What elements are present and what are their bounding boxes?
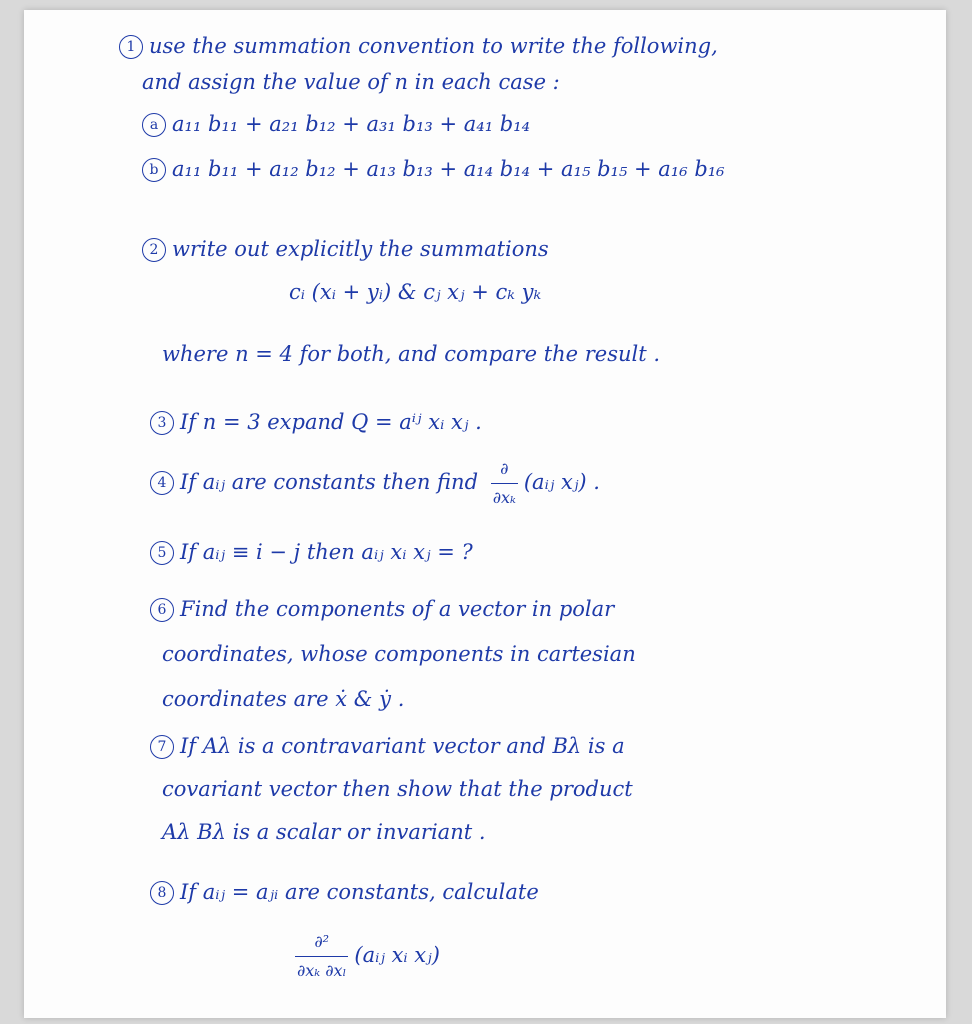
- q1a-label: a: [142, 113, 166, 137]
- q7-line2: covariant vector then show that the product: [162, 777, 633, 801]
- q2-line3: where n = 4 for both, and compare the result .: [162, 342, 661, 366]
- q6-number: 6: [150, 598, 174, 622]
- q1a-line: a a₁₁ b₁₁ + a₂₁ b₁₂ + a₃₁ b₁₃ + a₄₁ b₁₄: [142, 110, 530, 138]
- paper-sheet: [24, 10, 946, 1018]
- q6-line1: 6 Find the components of a vector in polar: [150, 595, 614, 623]
- q8-number: 8: [150, 881, 174, 905]
- q7-number: 7: [150, 735, 174, 759]
- q2-number: 2: [142, 238, 166, 262]
- q4-number: 4: [150, 471, 174, 495]
- q2-line1: 2 write out explicitly the summations: [142, 235, 549, 263]
- q3-line: 3 If n = 3 expand Q = aⁱʲ xᵢ xⱼ .: [150, 408, 482, 436]
- q6-line3: coordinates are ẋ & ẏ .: [162, 687, 405, 711]
- q8-fraction: $\frac{\text{∂²}}{\text{∂xₖ ∂xₗ}}$: [295, 928, 348, 985]
- q2-line2: cᵢ (xᵢ + yᵢ) & cⱼ xⱼ + cₖ yₖ: [289, 280, 542, 304]
- q7-line1: 7 If Aλ is a contravariant vector and Bλ is a: [150, 732, 625, 760]
- q3-number: 3: [150, 411, 174, 435]
- q1-number: 1: [119, 35, 143, 59]
- q1-line1: 1 use the summation convention to write the following,: [119, 32, 718, 60]
- q1b-label: b: [142, 158, 166, 182]
- q4-fraction: $\frac{\partial}{\text{∂xₖ}}$: [491, 455, 518, 512]
- q1-line2: and assign the value of n in each case :: [142, 70, 560, 94]
- q8-line2: $\frac{\text{∂²}}{\text{∂xₖ ∂xₗ}}$ (aᵢⱼ xᵢ xⱼ): [289, 928, 440, 985]
- q8-line1: 8 If aᵢⱼ = aⱼᵢ are constants, calculate: [150, 878, 539, 906]
- q5-number: 5: [150, 541, 174, 565]
- q5-line: 5 If aᵢⱼ ≡ i − j then aᵢⱼ xᵢ xⱼ = ?: [150, 538, 473, 566]
- q4-line: 4 If aᵢⱼ are constants then find $\frac{\partial}{\text{∂xₖ}}$ (aᵢⱼ xⱼ) .: [150, 455, 600, 512]
- handwritten-text: [24, 10, 946, 1018]
- q6-line2: coordinates, whose components in cartesian: [162, 642, 636, 666]
- q7-line3: Aλ Bλ is a scalar or invariant .: [162, 820, 486, 844]
- q1b-line: b a₁₁ b₁₁ + a₁₂ b₁₂ + a₁₃ b₁₃ + a₁₄ b₁₄ + a₁₅ b₁₅ + a₁₆ b₁₆: [142, 155, 725, 183]
